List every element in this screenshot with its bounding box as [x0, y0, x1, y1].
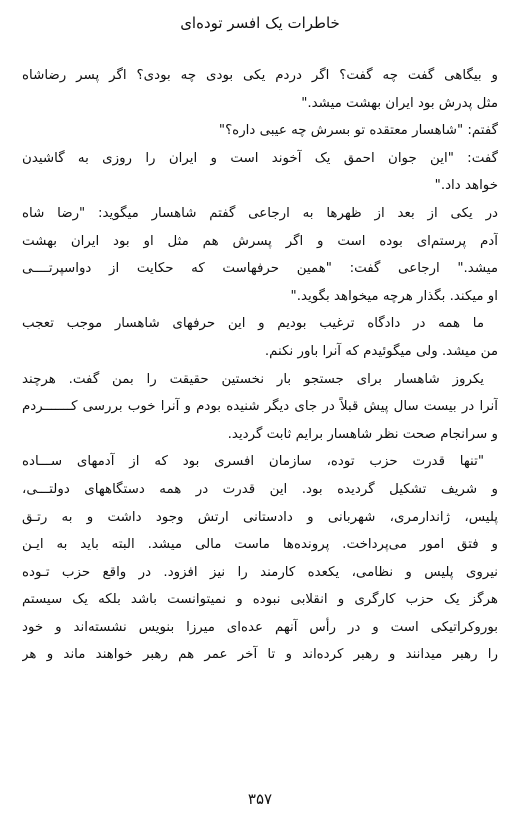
text-line: او میکند. بگذار هرچه میخواهد بگوید.": [290, 288, 498, 304]
text-line: میشد." ارجاعی گفت: "همین حرفهاست که حکایت از دواسپرتــــی: [22, 261, 498, 277]
text-line: و بیگاهی گفت چه گفت؟ اگر دردم یکی بودی چه بودی؟ اگر پسر رضاشاه: [22, 68, 498, 83]
text-line: من میشد. ولی میگوئیدم که آنرا باور نکنم.: [264, 343, 498, 359]
page-number: ۳۵۷: [247, 790, 273, 808]
text-line: و شریف تشکیل گردیده بود. این قدرت در همه دستگاههای دولتـــی،: [22, 481, 498, 497]
running-header: خاطرات یک افسر توده‌ای: [180, 14, 340, 32]
text-line: را رهبر میدانند و رهبر کرده‌اند و تا آخر عمر هم رهبر خواهند ماند و هر: [22, 647, 498, 663]
text-line: بوروکراتیکی است و در رأس آنهم عده‌ای میرزا بنویس نشسته‌اند و خود: [22, 619, 498, 635]
text-line: آدم پرستم‌ای بوده است و اگر پسرش هم مثل او بود ایران بهشت: [22, 233, 498, 249]
text-line: خواهد داد.": [434, 178, 498, 194]
text-line: آنرا در بیست سال پیش قبلاً در جای دیگر شنیده بودم و آنرا خوب بررسی کـــــــردم: [22, 399, 498, 415]
text-line: ما همه در دادگاه ترغیب بودیم و این حرفهای شاهسار موجب تعجب: [22, 316, 484, 332]
body-text: [22, 62, 498, 669]
text-line: نیروی پلیس و نظامی، یکعده کارمند را نیز افزود. در واقع حزب تـوده: [22, 564, 498, 580]
text-line: یکروز شاهسار برای جستجو بار نخستین حقیقت را بمن گفت. هرچند: [22, 371, 484, 387]
text-line: هرگز یک حزب کارگری و انقلابی نبوده و نمیتوانست باشد بلکه یک سیستم: [22, 592, 498, 608]
text-line: مثل پدرش بود ایران بهشت میشد.": [301, 95, 498, 111]
text-line: گفتم: "شاهسار معتقده تو بسرش چه عیبی داره؟": [218, 123, 498, 139]
text-line: و سرانجام صحت نظر شاهسار برایم ثابت گردید.: [227, 426, 498, 442]
text-line: گفت: "این جوان احمق یک آخوند است و ایران را روزی به گاشیدن: [22, 150, 498, 166]
text-line: "تنها قدرت حزب توده، سازمان افسری بود که از آدمهای ســـاده: [22, 454, 484, 470]
text-line: در یکی از بعد از ظهرها به ارجاعی گفتم شاهسار میگوید: "رضا شاه: [22, 205, 498, 221]
text-line: و فتق امور می‌پرداخت. پرونده‌ها ماست مالی میشد. البته باید به ایـن: [22, 537, 498, 553]
text-line: پلیس، ژاندارمری، شهربانی و دادستانی ارتش وجود داشت و به رتـق: [22, 509, 498, 525]
